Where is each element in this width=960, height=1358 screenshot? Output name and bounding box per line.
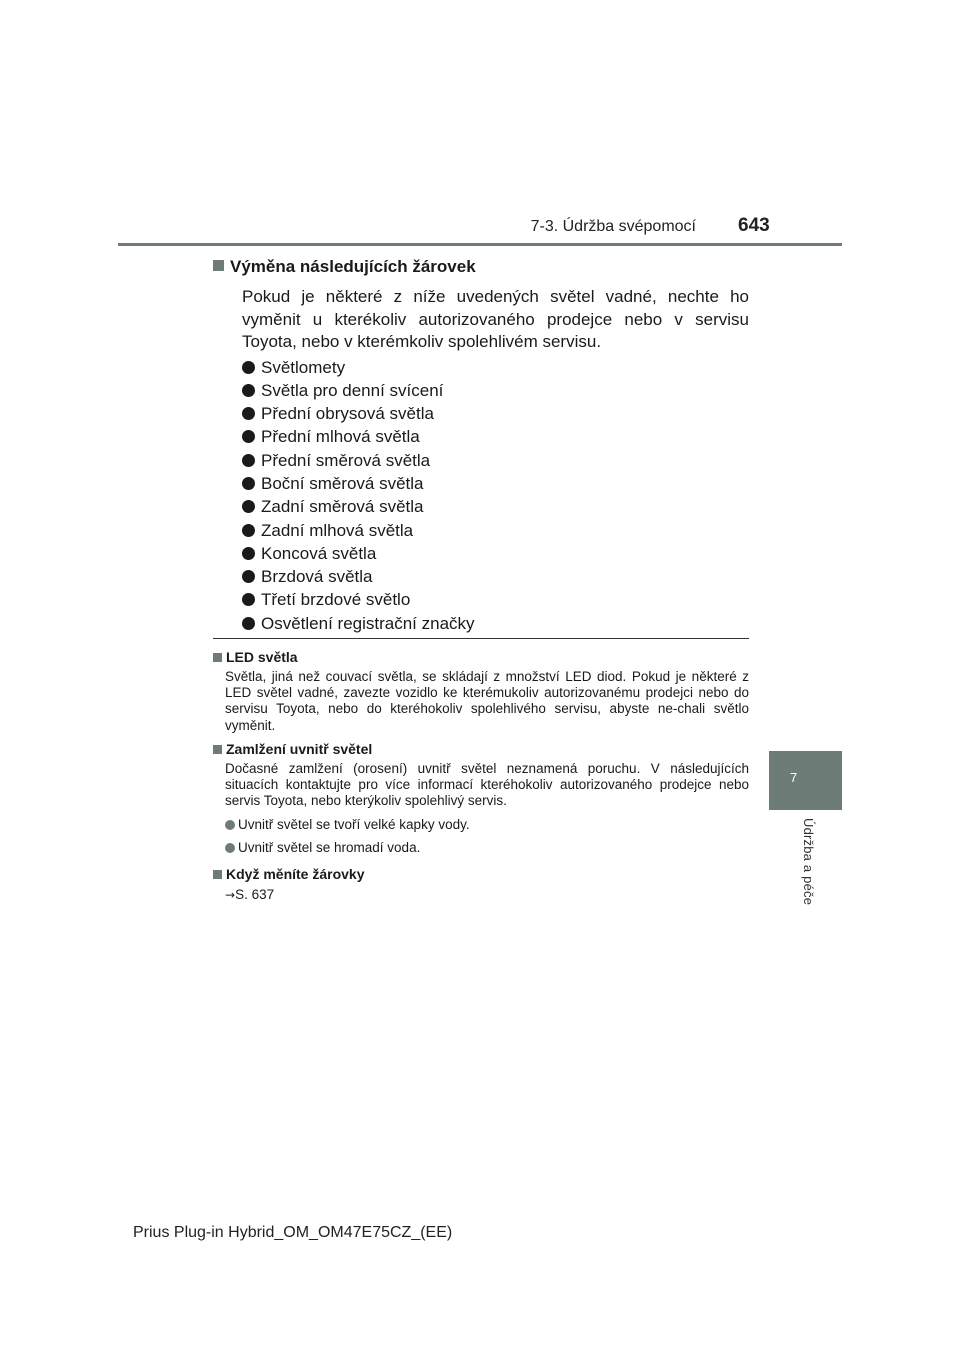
- main-section: [213, 252, 749, 635]
- square-bullet-icon: [213, 653, 222, 662]
- bullet-icon: [242, 593, 255, 606]
- section-title: 7-3. Údržba svépomocí: [530, 218, 696, 235]
- bullet-icon: [225, 843, 235, 853]
- note-replace: [213, 865, 749, 902]
- list-item: Světlomety: [242, 356, 749, 379]
- main-heading: [213, 254, 749, 280]
- bullet-icon: [242, 500, 255, 513]
- arrow-icon: →: [225, 888, 236, 903]
- footer-doc-id: Prius Plug-in Hybrid_OM_OM47E75CZ_(EE): [133, 1224, 453, 1241]
- square-bullet-icon: [213, 745, 222, 754]
- list-item: Světla pro denní svícení: [242, 379, 749, 402]
- list-item: Boční směrová světla: [242, 472, 749, 495]
- list-item: Přední směrová světla: [242, 449, 749, 472]
- notes-divider: [213, 638, 749, 639]
- chapter-label: Údržba a péče: [801, 818, 816, 906]
- note-text: Dočasné zamlžení (orosení) uvnitř světel neznamená poruchu. V následujících situacích kontaktujte pro více informací kteréhokoliv autorizovaného prodejce nebo servis Toyota, nebo kterýkoliv spolehlivý servis.: [225, 760, 749, 809]
- list-item: Uvnitř světel se tvoří velké kapky vody.: [225, 813, 749, 836]
- bullet-icon: [242, 477, 255, 490]
- note-title: Když měníte žárovky: [213, 865, 749, 884]
- list-item: Přední mlhová světla: [242, 425, 749, 448]
- note-title: Zamlžení uvnitř světel: [213, 740, 749, 759]
- square-bullet-icon: [213, 870, 222, 879]
- main-heading-text: Výměna následujících žárovek: [230, 257, 476, 276]
- bullet-icon: [242, 454, 255, 467]
- bullet-icon: [242, 547, 255, 560]
- note-fog: [213, 740, 749, 860]
- square-bullet-icon: [213, 260, 224, 271]
- bullet-icon: [225, 820, 235, 830]
- header-rule: [118, 243, 842, 246]
- bullet-icon: [242, 407, 255, 420]
- page-number: 643: [738, 215, 770, 236]
- list-item: Třetí brzdové světlo: [242, 588, 749, 611]
- chapter-number: 7: [790, 770, 798, 785]
- main-paragraph: Pokud je některé z níže uvedených světel vadné, nechte ho vyměnit u kterékoliv autorizovaného prodejce nebo v servisu Toyota, nebo v kterémkoliv spolehlivém servisu.: [242, 287, 749, 351]
- bullet-icon: [242, 361, 255, 374]
- bullet-icon: [242, 570, 255, 583]
- list-item: Zadní mlhová světla: [242, 519, 749, 542]
- reference-text: S. 637: [235, 887, 275, 903]
- note-text: Světla, jiná než couvací světla, se skládají z množství LED diod. Pokud je některé z LED světel vadné, zavezte vozidlo ke kterémukoliv autorizovanému prodejci nebo do servisu Toyota, nebo do kteréhokoliv spolehlivého servisu, abyste ne-chali světlo vyměnit.: [225, 669, 749, 733]
- bullet-icon: [242, 384, 255, 397]
- bullet-icon: [242, 524, 255, 537]
- list-item: Zadní směrová světla: [242, 495, 749, 518]
- list-item: Koncová světla: [242, 542, 749, 565]
- list-item: Uvnitř světel se hromadí voda.: [225, 836, 749, 859]
- list-item: Přední obrysová světla: [242, 402, 749, 425]
- page-reference[interactable]: [225, 887, 749, 902]
- list-item: Brzdová světla: [242, 565, 749, 588]
- fog-list: [225, 813, 749, 859]
- notes-section: [213, 648, 749, 908]
- bulb-list: [242, 356, 749, 636]
- bullet-icon: [242, 430, 255, 443]
- list-item: Osvětlení registrační značky: [242, 612, 749, 635]
- note-led: [213, 648, 749, 734]
- chapter-tab[interactable]: [769, 751, 842, 810]
- bullet-icon: [242, 617, 255, 630]
- note-title: LED světla: [213, 648, 749, 667]
